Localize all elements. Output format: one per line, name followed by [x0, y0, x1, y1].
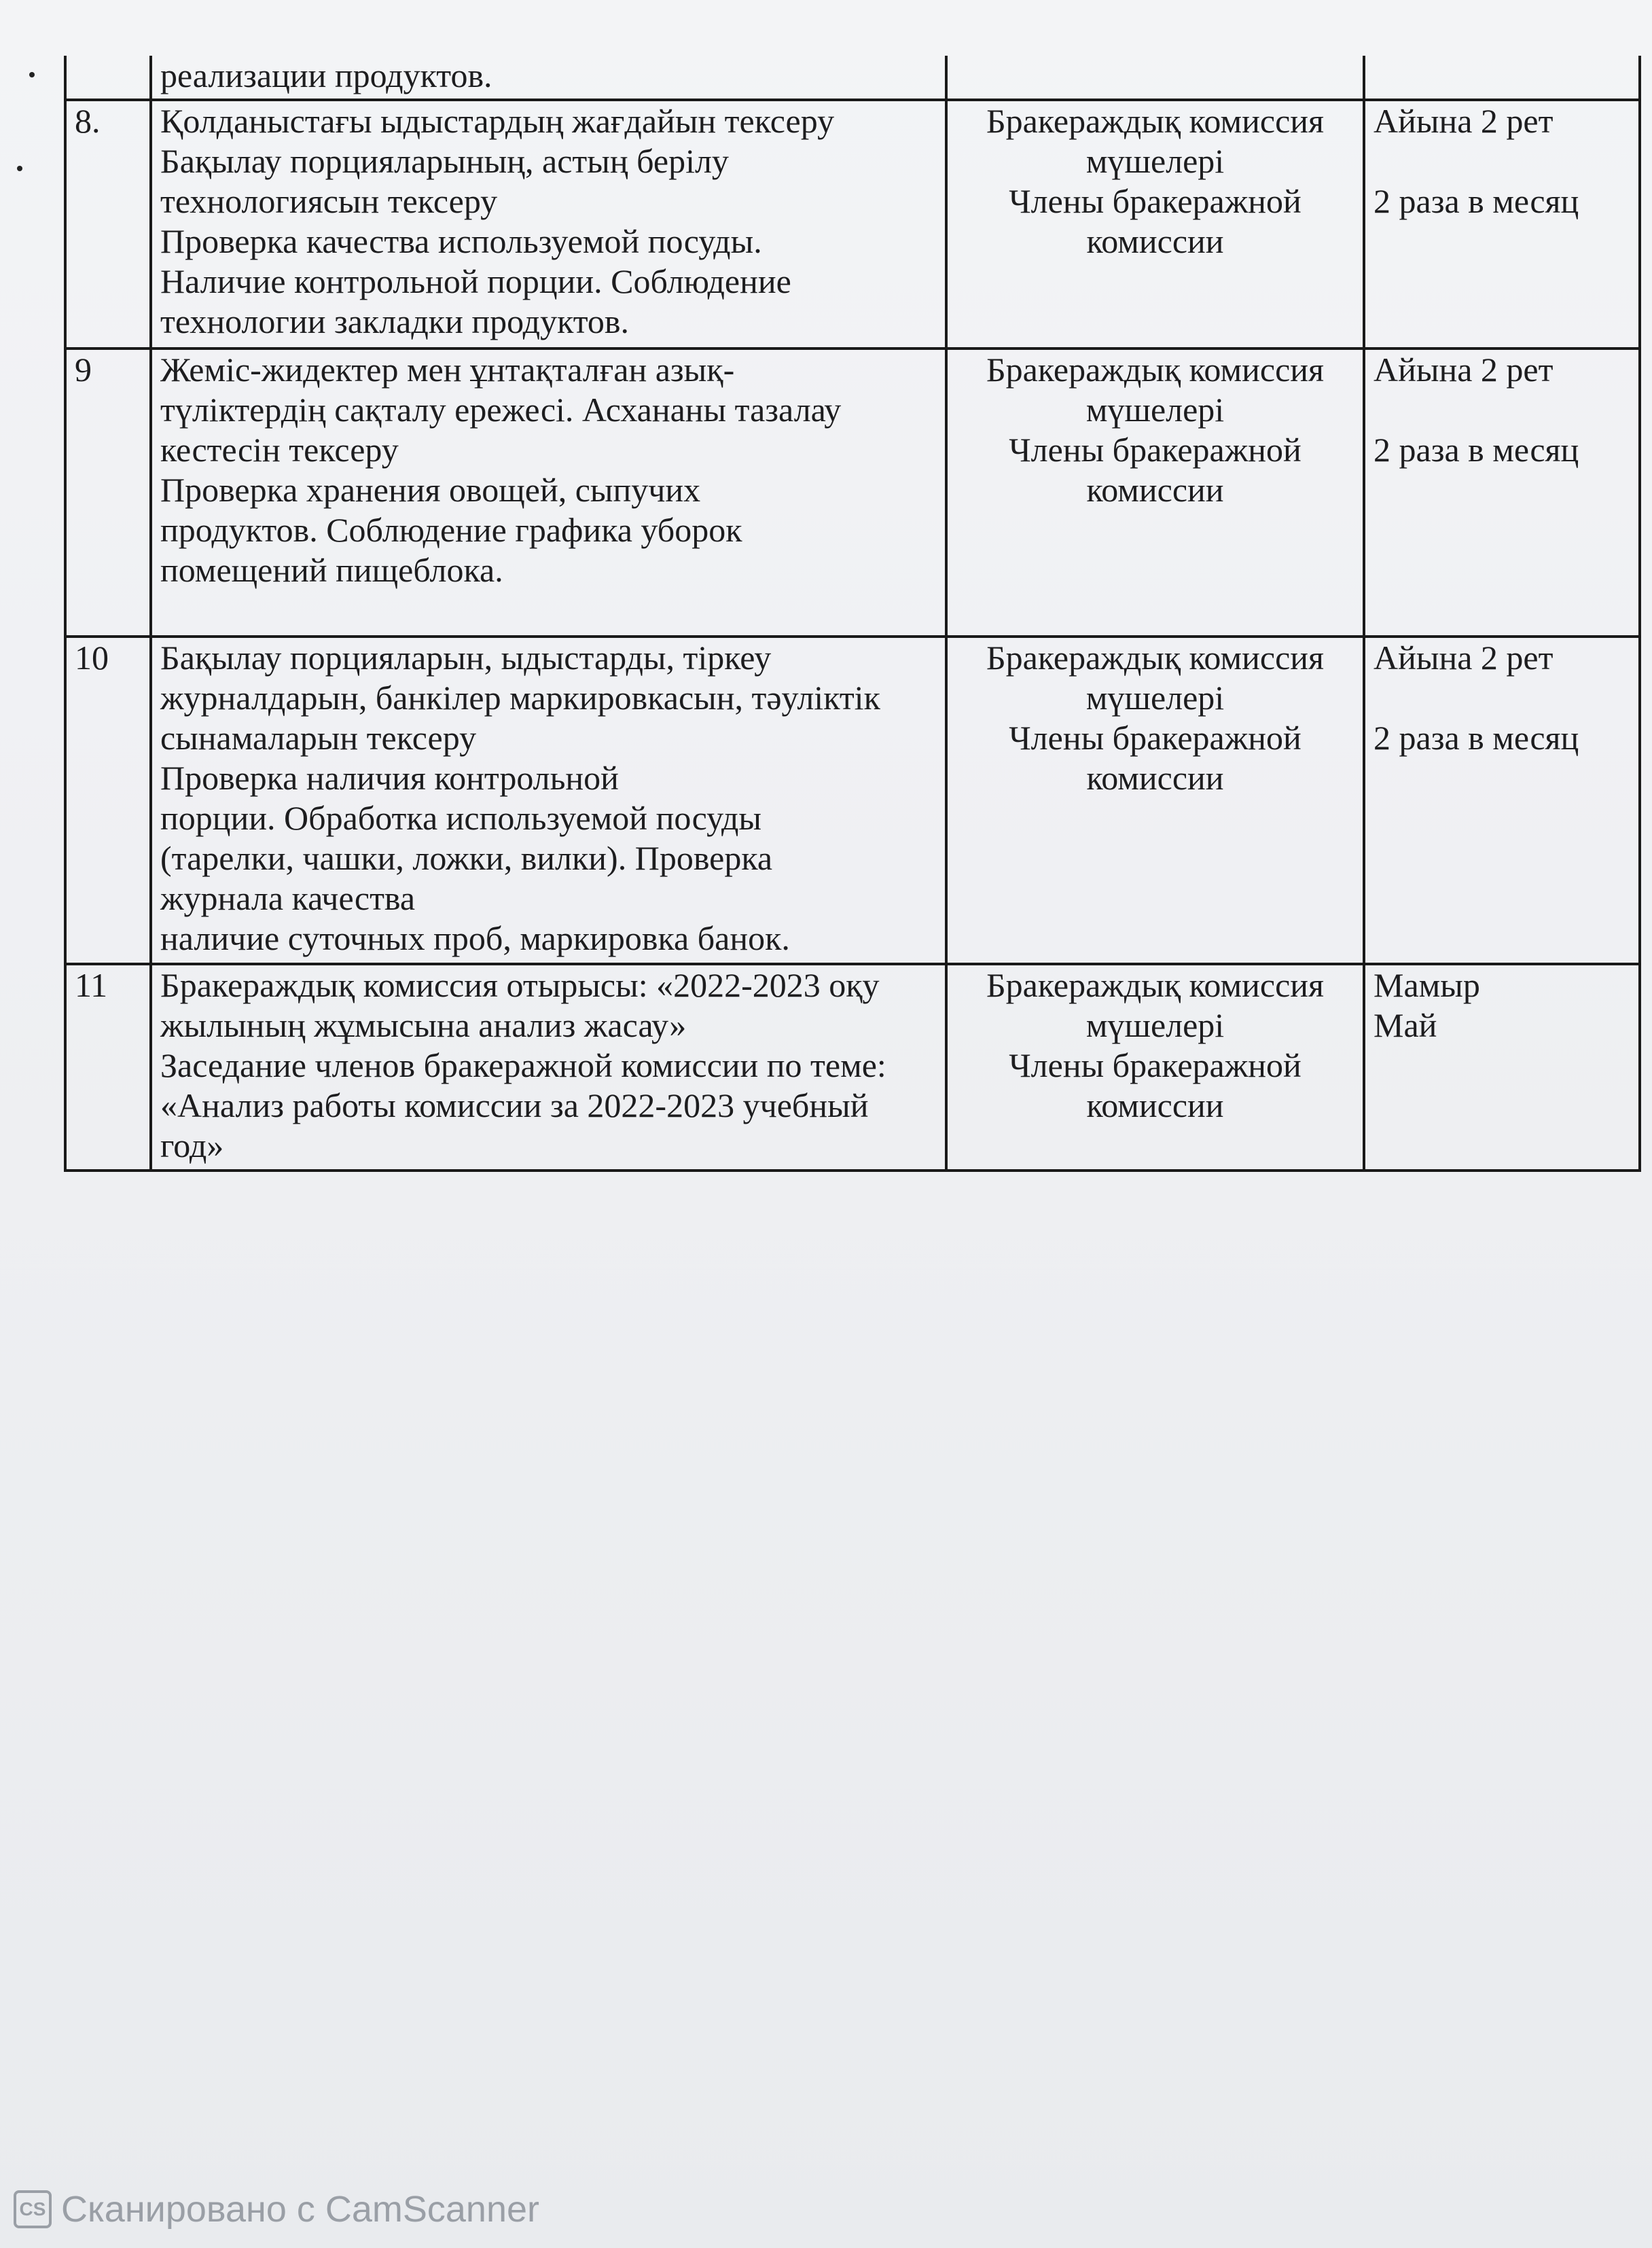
responsible-line: Члены бракеражной — [1009, 182, 1301, 220]
term-cell — [1364, 56, 1640, 100]
activity-line: технологии закладки продуктов. — [160, 302, 630, 340]
term-spacer — [1373, 390, 1630, 430]
responsible-cell — [946, 56, 1364, 100]
term-line: Айына 2 рет — [1373, 102, 1554, 140]
responsible-line: Бракераждық комиссия — [986, 102, 1325, 140]
term-line: Айына 2 рет — [1373, 639, 1554, 677]
term-cell — [1364, 349, 1640, 637]
term-line: 2 раза в месяц — [1373, 182, 1579, 220]
watermark-text: Сканировано с CamScanner — [61, 2189, 540, 2230]
term-cell — [1364, 964, 1640, 1171]
speck-1 — [29, 72, 35, 77]
activity-line: Заседание членов бракеражной комиссии по теме: — [160, 1046, 886, 1084]
responsible-cell — [946, 637, 1364, 964]
term-line: 2 раза в месяц — [1373, 719, 1579, 757]
activity-line: реализации продуктов. — [160, 56, 492, 94]
activity-line: Бақылау порцияларын, ыдыстарды, тіркеу — [160, 639, 772, 677]
table-row — [65, 100, 1640, 349]
responsible-line: Бракераждық комиссия — [986, 639, 1325, 677]
activity-line: Наличие контрольной порции. Соблюдение — [160, 262, 791, 300]
activity-line: Бақылау порцияларының, астың берілу — [160, 142, 729, 180]
term-line: Мамыр — [1373, 966, 1480, 1004]
term-line: 2 раза в месяц — [1373, 431, 1579, 469]
activity-line: Қолданыстағы ыдыстардың жағдайын тексеру — [160, 102, 835, 140]
activity-line: «Анализ работы комиссии за 2022-2023 учебный — [160, 1086, 869, 1124]
responsible-line: комиссии — [1086, 471, 1224, 509]
responsible-cell — [946, 349, 1364, 637]
term-spacer — [1373, 141, 1630, 181]
activity-line: продуктов. Соблюдение графика уборок — [160, 511, 742, 549]
activity-line: жылының жұмысына анализ жасау» — [160, 1006, 687, 1044]
plan-table — [64, 56, 1641, 1172]
row-number: 8. — [65, 100, 151, 349]
row-number: 10 — [65, 637, 151, 964]
activity-line: (тарелки, чашки, ложки, вилки). Проверка — [160, 839, 773, 877]
table-row — [65, 349, 1640, 637]
activity-line: порции. Обработка используемой посуды — [160, 799, 761, 837]
speck-2 — [17, 166, 22, 171]
term-cell — [1364, 100, 1640, 349]
activity-line: түліктердің сақталу ережесі. Асхананы тазалау — [160, 391, 842, 429]
responsible-cell — [946, 100, 1364, 349]
activity-line: год» — [160, 1126, 224, 1164]
row-number: 11 — [65, 964, 151, 1171]
activity-cell — [151, 349, 946, 637]
activity-cell — [151, 100, 946, 349]
term-cell — [1364, 637, 1640, 964]
activity-line: Проверка качества используемой посуды. — [160, 222, 762, 260]
responsible-line: мүшелері — [1085, 1006, 1225, 1044]
responsible-line: Члены бракеражной — [1009, 719, 1301, 757]
term-line: Май — [1373, 1006, 1437, 1044]
activity-line: кестесін тексеру — [160, 431, 399, 469]
row-number: 9 — [65, 349, 151, 637]
activity-line: наличие суточных проб, маркировка банок. — [160, 919, 790, 957]
responsible-line: мүшелері — [1085, 679, 1225, 717]
activity-line: помещений пищеблока. — [160, 551, 503, 589]
responsible-line: Бракераждық комиссия — [986, 966, 1325, 1004]
activity-line: сынамаларын тексеру — [160, 719, 477, 757]
camscanner-watermark — [14, 2189, 539, 2230]
activity-line: Проверка хранения овощей, сыпучих — [160, 471, 701, 509]
activity-line: технологиясын тексеру — [160, 182, 498, 220]
responsible-cell — [946, 964, 1364, 1171]
table-row — [65, 964, 1640, 1171]
camscanner-logo-icon: CS — [14, 2190, 52, 2228]
responsible-line: комиссии — [1086, 759, 1224, 797]
plan-table-body — [65, 56, 1640, 1171]
table-row — [65, 56, 1640, 100]
table-row — [65, 637, 1640, 964]
term-spacer — [1373, 678, 1630, 718]
term-line: Айына 2 рет — [1373, 351, 1554, 389]
responsible-line: комиссии — [1086, 1086, 1224, 1124]
responsible-line: Члены бракеражной — [1009, 431, 1301, 469]
row-number — [65, 56, 151, 100]
responsible-line: Бракераждық комиссия — [986, 351, 1325, 389]
responsible-line: мүшелері — [1085, 391, 1225, 429]
responsible-line: Члены бракеражной — [1009, 1046, 1301, 1084]
activity-line: Бракераждық комиссия отырысы: «2022-2023 оқу — [160, 966, 880, 1004]
activity-cell — [151, 56, 946, 100]
activity-line: журналдарын, банкілер маркировкасын, тәуліктік — [160, 679, 880, 717]
activity-cell — [151, 964, 946, 1171]
responsible-line: мүшелері — [1085, 142, 1225, 180]
activity-cell — [151, 637, 946, 964]
responsible-line: комиссии — [1086, 222, 1224, 260]
activity-line: Проверка наличия контрольной — [160, 759, 619, 797]
activity-line: Жеміс-жидектер мен ұнтақталған азық- — [160, 351, 735, 389]
activity-line: журнала качества — [160, 879, 416, 917]
